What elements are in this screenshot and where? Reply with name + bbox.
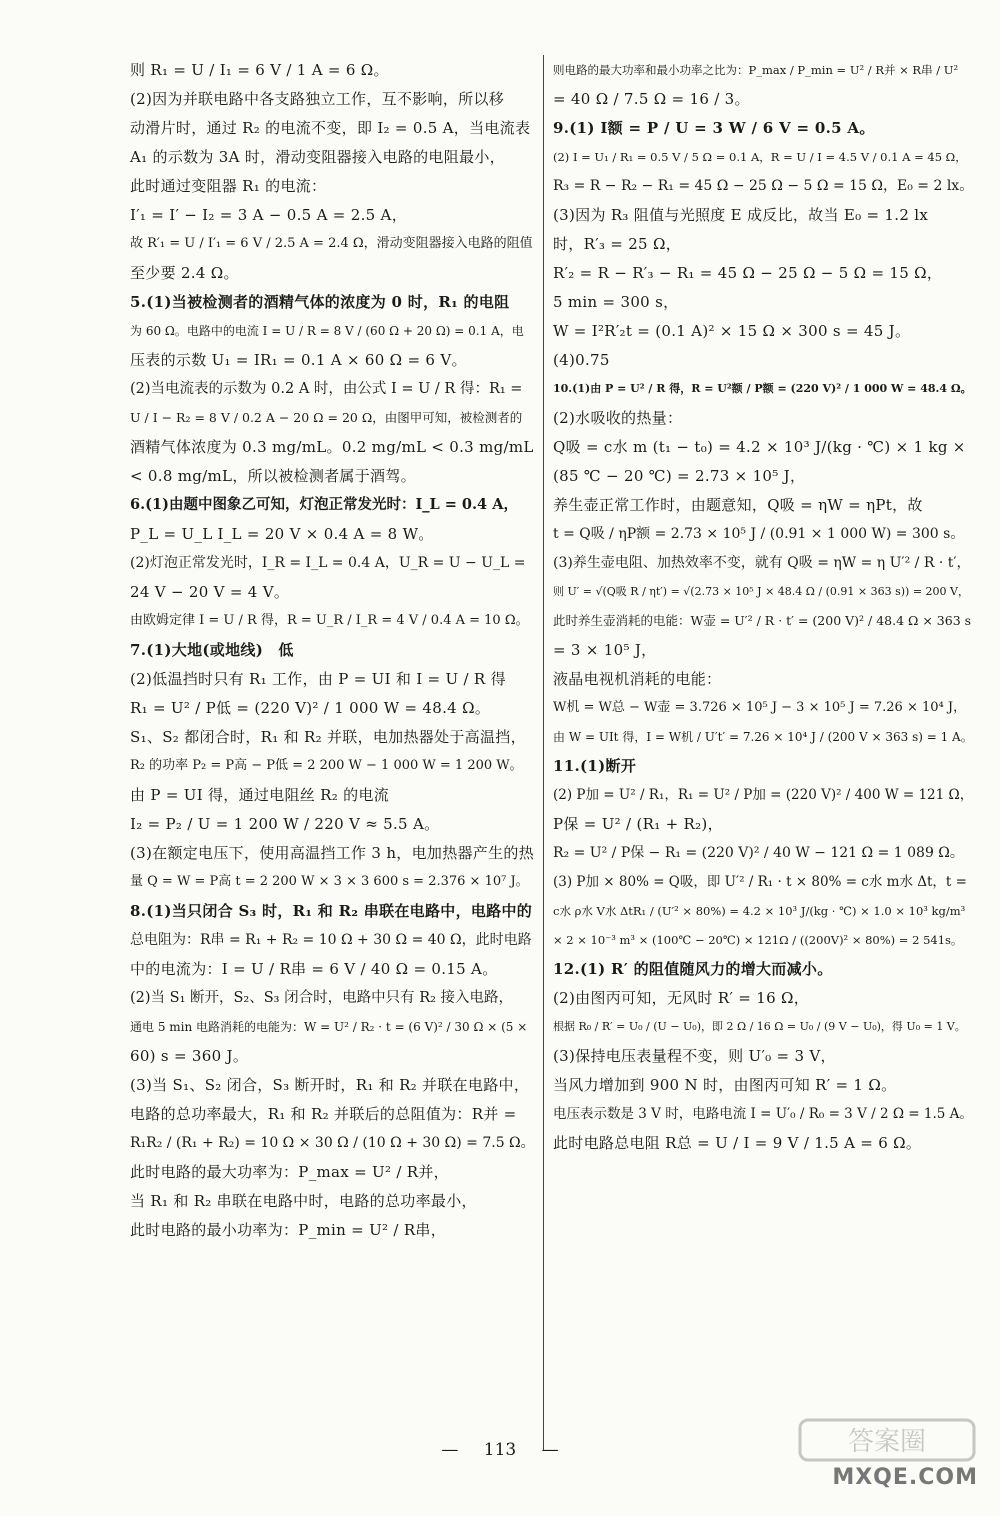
left-line: 则 R₁ = U / I₁ = 6 V / 1 A = 6 Ω。: [130, 61, 389, 79]
watermark-text: MXQE.COM: [832, 1465, 978, 1490]
left-line: 量 Q = W = P高 t = 2 200 W × 3 × 3 600 s = 2.376 × 10⁷ J。: [130, 874, 529, 889]
left-line: 压表的示数 U₁ = IR₁ = 0.1 A × 60 Ω = 6 V。: [130, 351, 467, 369]
left-line: A₁ 的示数为 3A 时，滑动变阻器接入电路的电阻最小，: [130, 148, 505, 166]
left-line: (2)灯泡正常发光时，I_R = I_L = 0.4 A，U_R = U − U_L =: [130, 555, 526, 571]
right-line: 则电路的最大功率和最小功率之比为：P_max / P_min = U² / R并 × R串 / U²: [553, 63, 959, 77]
left-line: R₂ 的功率 P₂ = P高 − P低 = 2 200 W − 1 000 W = 1 200 W。: [130, 758, 523, 773]
right-line: 时，R′₃ = 25 Ω，: [553, 235, 682, 253]
left-line: (2)因为并联电路中各支路独立工作，互不影响，所以移: [130, 90, 505, 108]
left-line: 5.(1)当被检测者的酒精气体的浓度为 0 时，R₁ 的电阻: [130, 293, 510, 311]
left-line: (2)当 S₁ 断开，S₂、S₃ 闭合时，电路中只有 R₂ 接入电路，: [130, 990, 514, 1006]
right-line: (3)因为 R₃ 阻值与光照度 E 成反比，故当 E₀ = 1.2 lx: [553, 206, 929, 224]
right-line: = 40 Ω / 7.5 Ω = 16 / 3。: [553, 90, 750, 108]
right-line: R₂ = U² / P保 − R₁ = (220 V)² / 40 W − 121 Ω = 1 089 Ω。: [553, 845, 964, 861]
left-line: (2)低温挡时只有 R₁ 工作，由 P = UI 和 I = U / R 得: [130, 670, 506, 688]
left-line: 动滑片时，通过 R₂ 的电流不变，即 I₂ = 0.5 A，当电流表: [130, 119, 531, 137]
left-line: (3)当 S₁、S₂ 闭合，S₃ 断开时，R₁ 和 R₂ 并联在电路中，: [130, 1076, 530, 1094]
right-line: R′₂ = R − R′₃ − R₁ = 45 Ω − 25 Ω − 5 Ω = 15 Ω，: [553, 264, 943, 282]
right-line: (3) P加 × 80% = Q吸，即 U′² / R₁ · t × 80% = c水 m水 Δt，t =: [553, 874, 967, 890]
left-line: (3)在额定电压下，使用高温挡工作 3 h，电加热器产生的热: [130, 844, 534, 862]
right-line: 此时电路总电阻 R总 = U / I = 9 V / 1.5 A = 6 Ω。: [553, 1134, 922, 1152]
left-line: 7.(1)大地(或地线) 低: [130, 641, 294, 659]
watermark-logo-text: 答案圈: [847, 1427, 927, 1457]
right-line: 9.(1) I额 = P / U = 3 W / 6 V = 0.5 A。: [553, 119, 875, 137]
right-column: [553, 60, 973, 1162]
footer-dash-right: —: [541, 1440, 559, 1460]
right-line: 根据 R₀ / R′ = U₀ / (U − U₀)，即 2 Ω / 16 Ω = U₀ / (9 V − U₀)，得 U₀ = 1 V。: [553, 1020, 966, 1033]
left-line: R₁R₂ / (R₁ + R₂) = 10 Ω × 30 Ω / (10 Ω + 30 Ω) = 7.5 Ω。: [130, 1135, 535, 1151]
right-line: (3)养生壶电阻、加热效率不变，就有 Q吸 = ηW = η U′² / R · t′，: [553, 555, 971, 571]
right-line: (2)由图丙可知，无风时 R′ = 16 Ω，: [553, 989, 810, 1007]
right-line: (4)0.75: [553, 351, 610, 369]
left-line: 此时通过变阻器 R₁ 的电流：: [130, 177, 327, 195]
left-line: U / I − R₂ = 8 V / 0.2 A − 20 Ω = 20 Ω，由图甲可知，被检测者的: [130, 410, 523, 425]
left-line: 60) s = 360 J。: [130, 1047, 249, 1065]
right-line: Q吸 = c水 m (t₁ − t₀) = 4.2 × 10³ J/(kg · ℃) × 1 kg ×: [553, 438, 966, 456]
left-line: 当 R₁ 和 R₂ 串联在电路中时，电路的总功率最小，: [130, 1192, 477, 1210]
left-line: < 0.8 mg/mL，所以被检测者属于酒驾。: [130, 467, 416, 485]
right-line: 5 min = 300 s，: [553, 293, 679, 311]
left-line: 总电阻为：R串 = R₁ + R₂ = 10 Ω + 30 Ω = 40 Ω，此时电路: [130, 932, 532, 948]
right-line: W机 = W总 − W壶 = 3.726 × 10⁵ J − 3 × 10⁵ J = 7.26 × 10⁴ J，: [553, 700, 967, 715]
left-line: 6.(1)由题中图象乙可知，灯泡正常发光时：I_L = 0.4 A，: [130, 496, 518, 513]
left-line: 通电 5 min 电路消耗的电能为：W = U² / R₂ · t = (6 V)² / 30 Ω × (5 ×: [130, 1020, 528, 1034]
right-line: = 3 × 10⁵ J，: [553, 641, 657, 659]
right-line: t = Q吸 / ηP额 = 2.73 × 10⁵ J / (0.91 × 1 000 W) = 300 s。: [553, 526, 965, 542]
right-line: 10.(1)由 P = U² / R 得，R = U²额 / P额 = (220 V)² / 1 000 W = 48.4 Ω。: [553, 382, 972, 395]
right-line: 养生壶正常工作时，由题意知，Q吸 = ηW = ηPt，故: [553, 496, 923, 514]
left-column: [130, 60, 535, 1249]
left-line: S₁、S₂ 都闭合时，R₁ 和 R₂ 并联，电加热器处于高温挡，: [130, 728, 526, 746]
left-line: 酒精气体浓度为 0.3 mg/mL。0.2 mg/mL < 0.3 mg/mL: [130, 438, 534, 456]
right-line: 液晶电视机消耗的电能：: [553, 670, 722, 688]
left-line: I₂ = P₂ / U = 1 200 W / 220 V ≈ 5.5 A。: [130, 815, 440, 833]
left-line: (2)当电流表的示数为 0.2 A 时，由公式 I = U / R 得：R₁ =: [130, 381, 523, 397]
left-line: I′₁ = I′ − I₂ = 3 A − 0.5 A = 2.5 A，: [130, 206, 407, 224]
page-number: 113: [483, 1440, 517, 1460]
left-line: 此时电路的最小功率为：P_min = U² / R串，: [130, 1221, 447, 1239]
right-line: 12.(1) R′ 的阻值随风力的增大而减小。: [553, 960, 833, 978]
right-line: 11.(1)断开: [553, 757, 637, 775]
left-line: 24 V − 20 V = 4 V。: [130, 583, 290, 601]
right-line: (2) I = U₁ / R₁ = 0.5 V / 5 Ω = 0.1 A，R = U / I = 4.5 V / 0.1 A = 45 Ω，: [553, 150, 967, 164]
right-line: 此时养生壶消耗的电能：W壶 = U′² / R · t′ = (200 V)² / 48.4 Ω × 363 s: [553, 613, 972, 628]
right-line: P保 = U² / (R₁ + R₂)，: [553, 815, 723, 833]
right-line: W = I²R′₂t = (0.1 A)² × 15 Ω × 300 s = 45 J。: [553, 322, 911, 340]
left-line: 由 P = UI 得，通过电阻丝 R₂ 的电流: [130, 786, 390, 804]
left-line: 由欧姆定律 I = U / R 得，R = U_R / I_R = 4 V / 0.4 A = 10 Ω。: [130, 613, 529, 628]
right-line: 当风力增加到 900 N 时，由图丙可知 R′ = 1 Ω。: [553, 1076, 897, 1094]
left-line: 中的电流为：I = U / R串 = 6 V / 40 Ω = 0.15 A。: [130, 960, 498, 978]
right-line: (85 ℃ − 20 ℃) = 2.73 × 10⁵ J，: [553, 467, 806, 485]
footer-dash-left: —: [441, 1440, 459, 1460]
right-line: 则 U′ = √(Q吸 R / ηt′) = √(2.73 × 10⁵ J × 48.4 Ω / (0.91 × 363 s)) = 200 V，: [553, 585, 969, 598]
right-line: (2) P加 = U² / R₁，R₁ = U² / P加 = (220 V)² / 400 W = 121 Ω，: [553, 787, 974, 803]
right-line: c水 ρ水 V水 ΔtR₁ / (U′² × 80%) = 4.2 × 10³ J/(kg · ℃) × 1.0 × 10³ kg/m³: [553, 904, 966, 918]
column-divider: [543, 55, 544, 1450]
left-line: 故 R′₁ = U / I′₁ = 6 V / 2.5 A = 2.4 Ω，滑动变阻器接入电路的阻值: [130, 236, 533, 251]
left-line: 此时电路的最大功率为：P_max = U² / R并，: [130, 1163, 449, 1181]
right-line: 电压表示数是 3 V 时，电路电流 I = U′₀ / R₀ = 3 V / 2 Ω = 1.5 A。: [553, 1106, 973, 1122]
right-line: × 2 × 10⁻³ m³ × (100℃ − 20℃) × 121Ω / ((200V)² × 80%) = 2 541s。: [553, 933, 963, 947]
left-line: 8.(1)当只闭合 S₃ 时，R₁ 和 R₂ 串联在电路中，电路中的: [130, 902, 533, 920]
right-line: (3)保持电压表量程不变，则 U′₀ = 3 V，: [553, 1047, 836, 1065]
left-line: 电路的总功率最大，R₁ 和 R₂ 并联后的总阻值为：R并 =: [130, 1105, 517, 1123]
left-line: 为 60 Ω。电路中的电流 I = U / R = 8 V / (60 Ω + 20 Ω) = 0.1 A，电: [130, 324, 524, 338]
left-line: P_L = U_L I_L = 20 V × 0.4 A = 8 W。: [130, 525, 434, 543]
right-line: (2)水吸收的热量：: [553, 409, 683, 427]
left-line: R₁ = U² / P低 = (220 V)² / 1 000 W = 48.4 Ω。: [130, 699, 491, 717]
left-line: 至少要 2.4 Ω。: [130, 264, 239, 282]
right-line: 由 W = UIt 得，I = W机 / U′t′ = 7.26 × 10⁴ J / (200 V × 363 s) = 1 A。: [553, 730, 973, 744]
right-line: R₃ = R − R₂ − R₁ = 45 Ω − 25 Ω − 5 Ω = 15 Ω，E₀ = 2 lx。: [553, 178, 974, 194]
